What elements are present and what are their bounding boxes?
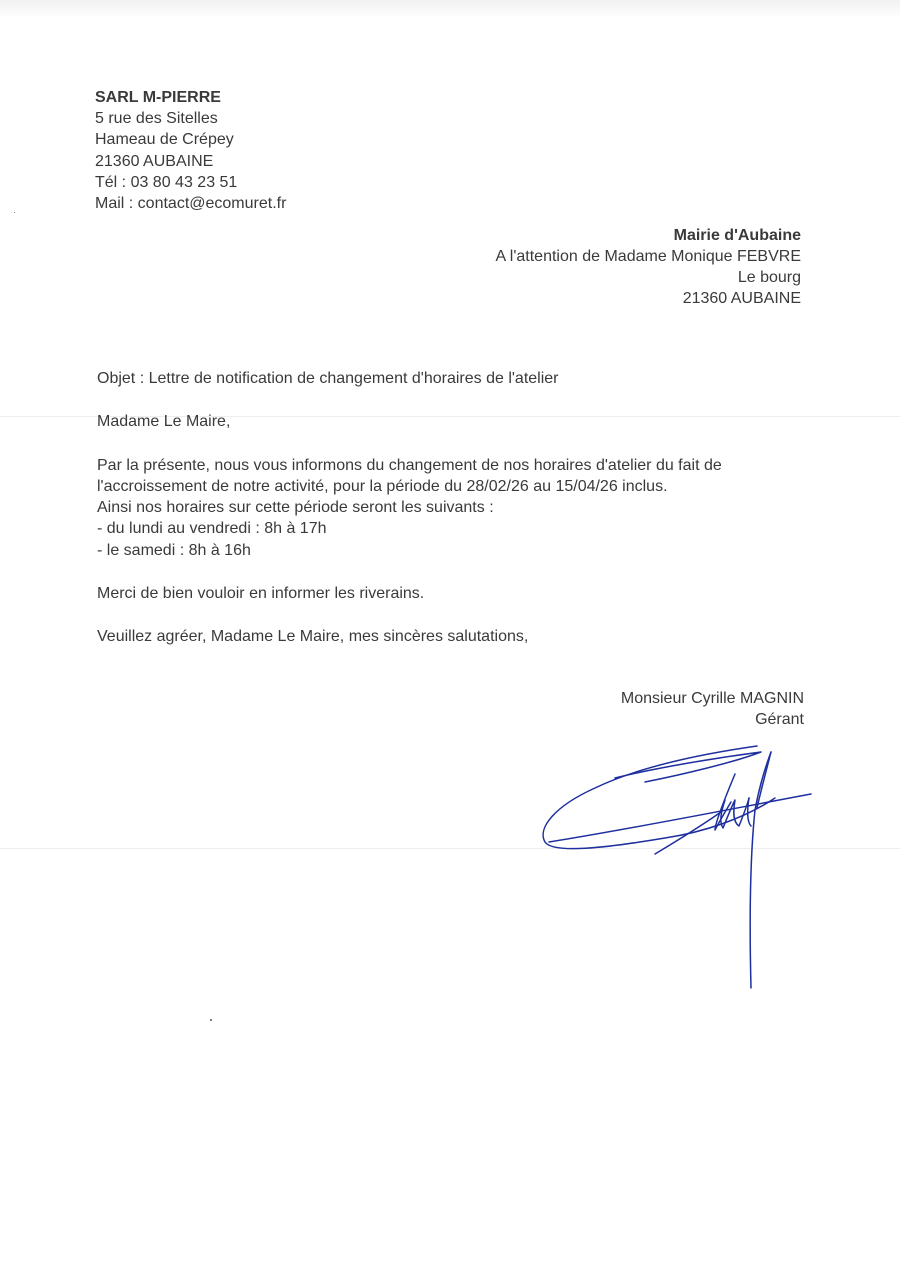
letter-body-line: Ainsi nos horaires sur cette période seront les suivants : bbox=[97, 499, 494, 516]
scan-edge-shadow bbox=[0, 0, 900, 18]
sender-address-line1: 5 rue des Sitelles bbox=[95, 110, 218, 127]
schedule-item-saturday: - le samedi : 8h à 16h bbox=[97, 542, 251, 559]
signature-stroke bbox=[750, 752, 771, 988]
letter-salutation: Madame Le Maire, bbox=[97, 413, 231, 430]
scan-speck bbox=[210, 1019, 212, 1021]
recipient-name: Mairie d'Aubaine bbox=[673, 227, 801, 244]
recipient-attention: A l'attention de Madame Monique FEBVRE bbox=[495, 248, 801, 265]
schedule-item-weekdays: - du lundi au vendredi : 8h à 17h bbox=[97, 520, 327, 537]
letter-body-line: Par la présente, nous vous informons du changement de nos horaires d'atelier du fait de bbox=[97, 457, 722, 474]
handwritten-signature bbox=[535, 738, 825, 998]
signature-stroke bbox=[655, 812, 721, 854]
signature-stroke bbox=[757, 752, 771, 808]
signatory-title: Gérant bbox=[755, 711, 804, 728]
signature-stroke bbox=[543, 746, 775, 849]
sender-company: SARL M-PIERRE bbox=[95, 89, 221, 106]
recipient-address-line1: Le bourg bbox=[737, 269, 801, 286]
recipient-city: 21360 AUBAINE bbox=[682, 290, 801, 307]
letter-subject: Objet : Lettre de notification de changement d'horaires de l'atelier bbox=[97, 370, 559, 387]
sender-city: 21360 AUBAINE bbox=[95, 153, 214, 170]
letter-request: Merci de bien vouloir en informer les riverains. bbox=[97, 585, 425, 602]
sender-address-line2: Hameau de Crépey bbox=[95, 131, 234, 148]
letter-closing: Veuillez agréer, Madame Le Maire, mes sincères salutations, bbox=[97, 628, 529, 645]
signatory-name: Monsieur Cyrille MAGNIN bbox=[620, 690, 804, 707]
signature-stroke bbox=[615, 752, 761, 782]
sender-phone: Tél : 03 80 43 23 51 bbox=[95, 174, 238, 191]
sender-email: Mail : contact@ecomuret.fr bbox=[95, 195, 287, 212]
scan-speck bbox=[14, 212, 15, 213]
letter-body-line: l'accroissement de notre activité, pour la période du 28/02/26 au 15/04/26 inclus. bbox=[97, 478, 668, 495]
